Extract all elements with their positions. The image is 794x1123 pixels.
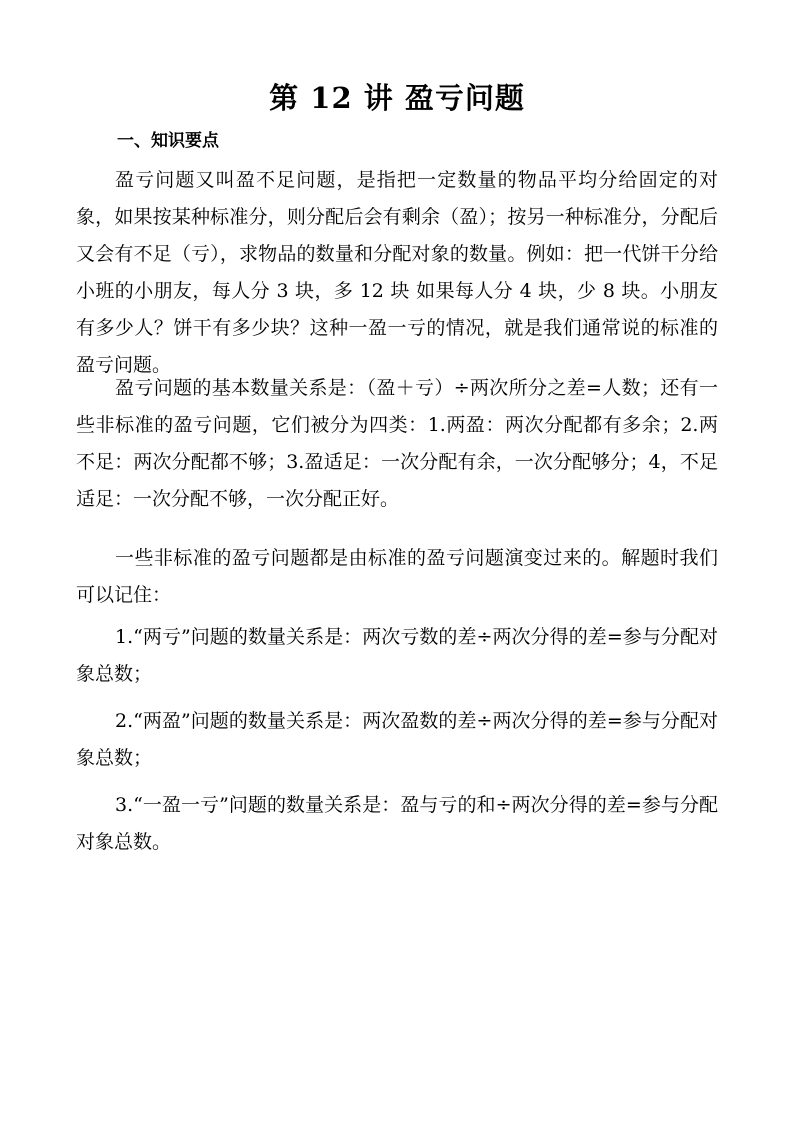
section-heading: 一、知识要点 bbox=[117, 131, 219, 151]
page-title: 第 12 讲 盈亏问题 bbox=[269, 81, 525, 115]
paragraph-intro: 盈亏问题又叫盈不足问题，是指把一定数量的物品平均分给固定的对象，如果按某种标准分，则分配后会有剩余（盈）；按另一种标准分，分配后又会有不足（亏），求物品的数量和分配对象的数量。例如：把一代饼干分给小班的小朋友，每人分 3 块，多 12 块 如果每人分 4 块，少 8 块。小朋友有多少人？饼干有多少块？这种一盈一亏的情况，就是我们通常说的标准的盈亏问题。 bbox=[76, 169, 718, 376]
rule-surplus-deficit: 3.“一盈一亏”问题的数量关系是：盈与亏的和÷两次分得的差=参与分配对象总数。 bbox=[76, 794, 718, 853]
paragraph-basic-relation: 盈亏问题的基本数量关系是：（盈＋亏）÷两次所分之差=人数；还有一些非标准的盈亏问题，它们被分为四类：1.两盈：两次分配都有多余；2.两不足：两次分配都不够；3.盈适足：一次分配有余，一次分配够分；4，不足适足：一次分配不够，一次分配正好。 bbox=[76, 377, 718, 510]
rule-two-surpluses: 2.“两盈”问题的数量关系是：两次盈数的差÷两次分得的差=参与分配对象总数； bbox=[76, 710, 718, 769]
paragraph-nonstandard: 一些非标准的盈亏问题都是由标准的盈亏问题演变过来的。解题时我们可以记住： bbox=[76, 547, 718, 606]
rule-two-deficits: 1.“两亏”问题的数量关系是：两次亏数的差÷两次分得的差=参与分配对象总数； bbox=[76, 626, 718, 685]
